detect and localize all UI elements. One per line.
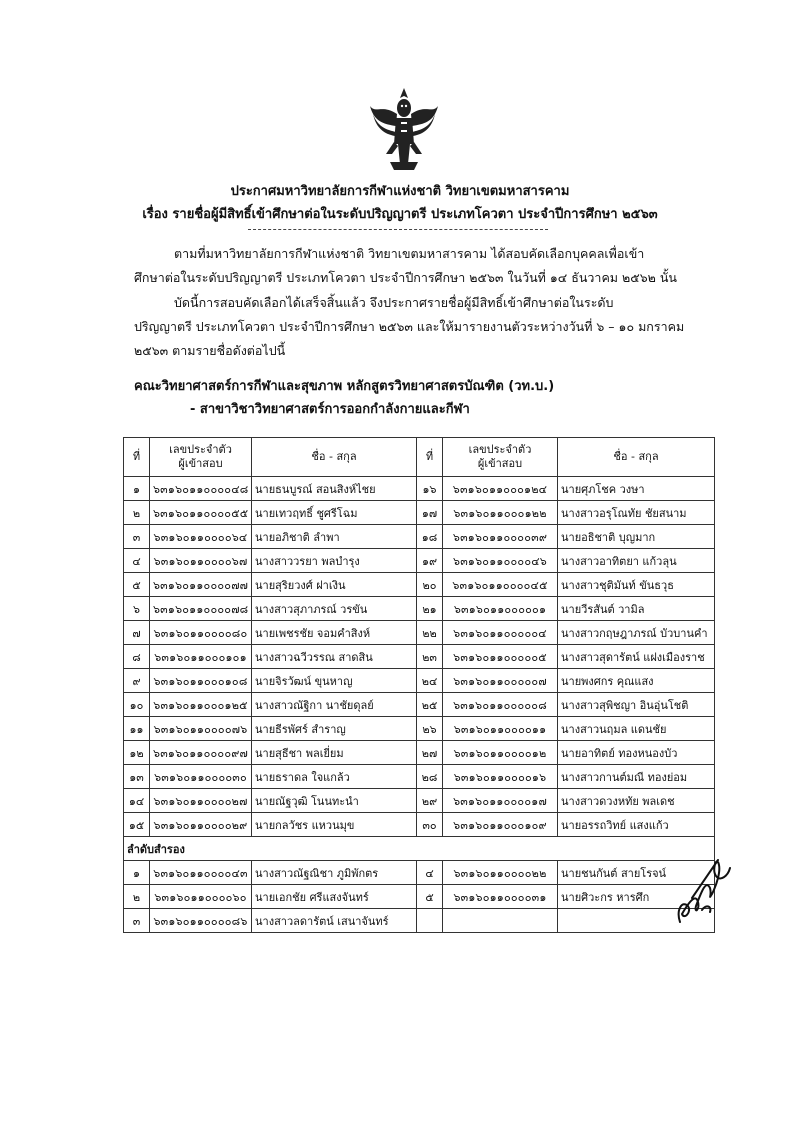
applicant-id: ๖๓๑๖๐๑๑๐๐๐๐๕๕ — [150, 501, 252, 525]
applicant-name: นางสาวกานต์มณี ทองย่อม — [558, 765, 715, 789]
paragraph-1-line-1: ตามที่มหาวิทยาลัยการกีฬาแห่งชาติ วิทยาเขตมหาสารคาม ได้สอบคัดเลือกบุคคลเพื่อเข้า — [174, 246, 645, 261]
applicant-id: ๖๓๑๖๐๑๑๐๐๐๑๐๘ — [150, 669, 252, 693]
applicant-id: ๖๓๑๖๐๑๑๐๐๐๐๖๔ — [150, 525, 252, 549]
table-row — [124, 597, 715, 621]
applicant-id: ๖๓๑๖๐๑๑๐๐๐๐๙๗ — [150, 741, 252, 765]
applicant-id: ๖๓๑๖๐๑๑๐๐๐๐๓๙ — [443, 525, 558, 549]
row-number: ๒๙ — [417, 789, 443, 813]
row-number: ๑๗ — [417, 501, 443, 525]
applicant-id: ๖๓๑๖๐๑๑๐๐๐๐๔๖ — [443, 549, 558, 573]
row-number: ๕ — [124, 573, 150, 597]
row-number: ๑๙ — [417, 549, 443, 573]
reserve-label: ลำดับสำรอง — [124, 837, 252, 861]
announcement-subject: เรื่อง รายชื่อผู้มีสิทธิ์เข้าศึกษาต่อในระดับปริญญาตรี ประเภทโควตา ประจำปีการศึกษา ๒๕๖๓ — [142, 207, 658, 222]
row-number: ๒ — [124, 885, 150, 909]
row-number: ๒ — [124, 501, 150, 525]
applicant-name: นายธีรพัศร์ สำราญ — [252, 717, 417, 741]
table-row — [124, 813, 715, 837]
paragraph-1-line-2: ศึกษาต่อในระดับปริญญาตรี ประเภทโควตา ประจำปีการศึกษา ๒๕๖๓ ในวันที่ ๑๔ ธันวาคม ๒๕๖๒ นั้น — [134, 270, 677, 285]
table-row — [124, 861, 715, 885]
paragraph-2-line-2: ปริญญาตรี ประเภทโควตา ประจำปีการศึกษา ๒๕๖๓ และให้มารายงานตัวระหว่างวันที่ ๖ – ๑๐ มกราคม — [134, 319, 685, 334]
paragraph-2-line-3: ๒๕๖๓ ตามรายชื่อดังต่อไปนี้ — [134, 343, 286, 358]
row-number: ๑ — [124, 477, 150, 501]
applicant-name: นายจิรวัฒน์ ขุนหาญ — [252, 669, 417, 693]
applicant-name: นางสาวลดารัตน์ เสนาจันทร์ — [252, 909, 417, 933]
applicant-name: นายอาทิตย์ ทองหนองบัว — [558, 741, 715, 765]
applicant-name: นางสาวนฤมล แดนชัย — [558, 717, 715, 741]
applicant-id: ๖๓๑๖๐๑๑๐๐๐๐๑๒ — [443, 741, 558, 765]
applicant-name: นางสาวฉวีวรรณ สาดสิน — [252, 645, 417, 669]
row-number: ๖ — [124, 597, 150, 621]
applicant-id: ๖๓๑๖๐๑๑๐๐๐๐๘๐ — [150, 621, 252, 645]
applicant-id: ๖๓๑๖๐๑๑๐๐๐๐๘๖ — [150, 909, 252, 933]
applicant-name: นายชนกันต์ สายโรจน์ — [558, 861, 715, 885]
row-number: ๓ — [124, 525, 150, 549]
applicant-name: นางสาวชุติมันท์ ขันธวุธ — [558, 573, 715, 597]
applicant-id: ๖๓๑๖๐๑๑๐๐๐๐๗๘ — [150, 597, 252, 621]
col-no-2: ที่ — [417, 438, 443, 477]
applicant-id — [443, 909, 558, 933]
table-row — [124, 789, 715, 813]
row-number: ๑๔ — [124, 789, 150, 813]
major-heading: - สาขาวิชาวิทยาศาสตร์การออกกำลังกายและกีฬา — [190, 402, 470, 417]
applicant-name: นางสาวอรุโณทัย ชัยสนาม — [558, 501, 715, 525]
row-number: ๒๓ — [417, 645, 443, 669]
table-row — [124, 909, 715, 933]
applicant-name: นางสาวอาทิตยา แก้วลุน — [558, 549, 715, 573]
row-number: ๓ — [124, 909, 150, 933]
col-id-2 — [443, 438, 558, 477]
row-number: ๘ — [124, 645, 150, 669]
row-number: ๒๔ — [417, 669, 443, 693]
reserve-blank — [252, 837, 715, 861]
applicant-id: ๖๓๑๖๐๑๑๐๐๐๐๐๑ — [443, 597, 558, 621]
applicant-id: ๖๓๑๖๐๑๑๐๐๐๑๒๔ — [443, 477, 558, 501]
row-number: ๑ — [124, 861, 150, 885]
row-number: ๒๒ — [417, 621, 443, 645]
applicant-id: ๖๓๑๖๐๑๑๐๐๐๑๐๙ — [443, 813, 558, 837]
row-number: ๑๒ — [124, 741, 150, 765]
table-row — [124, 501, 715, 525]
row-number: ๑๐ — [124, 693, 150, 717]
applicant-id: ๖๓๑๖๐๑๑๐๐๐๐๓๐ — [150, 765, 252, 789]
applicant-id: ๖๓๑๖๐๑๑๐๐๐๐๑๗ — [443, 789, 558, 813]
applicant-id: ๖๓๑๖๐๑๑๐๐๐๐๔๓ — [150, 861, 252, 885]
table-row — [124, 621, 715, 645]
row-number: ๑๕ — [124, 813, 150, 837]
announcement-title: ประกาศมหาวิทยาลัยการกีฬาแห่งชาติ วิทยาเขตมหาสารคาม — [230, 184, 570, 199]
applicant-id: ๖๓๑๖๐๑๑๐๐๐๐๖๗ — [150, 549, 252, 573]
table-row — [124, 549, 715, 573]
table-row — [124, 741, 715, 765]
garuda-emblem — [368, 84, 440, 174]
applicant-id: ๖๓๑๖๐๑๑๐๐๐๐๑๑ — [443, 717, 558, 741]
applicant-id: ๖๓๑๖๐๑๑๐๐๐๐๐๕ — [443, 645, 558, 669]
row-number: ๙ — [124, 669, 150, 693]
table-row — [124, 645, 715, 669]
table-row — [124, 525, 715, 549]
applicant-name: นางสาวสุภาภรณ์ วรขัน — [252, 597, 417, 621]
table-header-row — [124, 438, 715, 477]
applicant-name: นายอธิชาติ บุญมาก — [558, 525, 715, 549]
row-number: ๑๘ — [417, 525, 443, 549]
applicant-id: ๖๓๑๖๐๑๑๐๐๐๑๒๒ — [443, 501, 558, 525]
row-number: ๑๓ — [124, 765, 150, 789]
applicant-name: นางสาววรยา พลบำรุง — [252, 549, 417, 573]
table-row — [124, 765, 715, 789]
applicant-name: นายธราดล ใจแกล้ว — [252, 765, 417, 789]
row-number: ๒๐ — [417, 573, 443, 597]
reserve-section-row — [124, 837, 715, 861]
row-number: ๒๑ — [417, 597, 443, 621]
row-number: ๒๗ — [417, 741, 443, 765]
applicant-id: ๖๓๑๖๐๑๑๐๐๐๐๓๑ — [443, 885, 558, 909]
col-id — [150, 438, 252, 477]
applicant-id: ๖๓๑๖๐๑๑๐๐๐๐๒๙ — [150, 813, 252, 837]
applicant-name: นางสาวณัฐณิชา ภูมิพักตร — [252, 861, 417, 885]
admission-table — [123, 437, 715, 933]
applicant-id: ๖๓๑๖๐๑๑๐๐๐๐๔๘ — [150, 477, 252, 501]
row-number: ๓๐ — [417, 813, 443, 837]
applicant-id: ๖๓๑๖๐๑๑๐๐๐๐๑๖ — [443, 765, 558, 789]
applicant-name: นางสาวณัฐิกา นาชัยดุลย์ — [252, 693, 417, 717]
applicant-name: นางสาวกฤษฎาภรณ์ บัวบานคำ — [558, 621, 715, 645]
row-number: ๒๕ — [417, 693, 443, 717]
row-number: ๔ — [417, 861, 443, 885]
col-no: ที่ — [124, 438, 150, 477]
applicant-name: นายสุริยวงศ์ ฝาเงิน — [252, 573, 417, 597]
applicant-name: นายวีรสันต์ วามิล — [558, 597, 715, 621]
row-number: ๗ — [124, 621, 150, 645]
applicant-name: นายพงศกร คุณแสง — [558, 669, 715, 693]
table-row — [124, 669, 715, 693]
applicant-name: นายศุภโชค วงษา — [558, 477, 715, 501]
faculty-heading: คณะวิทยาศาสตร์การกีฬาและสุขภาพ หลักสูตรวิทยาศาสตรบัณฑิต (วท.บ.) — [134, 379, 555, 394]
table-row — [124, 477, 715, 501]
applicant-name: นายเพชรชัย จอมคำสิงห์ — [252, 621, 417, 645]
applicant-id: ๖๓๑๖๐๑๑๐๐๐๑๒๕ — [150, 693, 252, 717]
applicant-name: นางสาวสุพิชญา อินอุ่นโชติ — [558, 693, 715, 717]
table-row — [124, 573, 715, 597]
row-number — [417, 909, 443, 933]
table-row — [124, 693, 715, 717]
applicant-id: ๖๓๑๖๐๑๑๐๐๐๐๗๖ — [150, 717, 252, 741]
row-number: ๑๑ — [124, 717, 150, 741]
col-id-line2: ผู้เข้าสอบ — [178, 457, 223, 470]
applicant-name: นายกลวัชร แหวนมุข — [252, 813, 417, 837]
applicant-name: นายอรรถวิทย์ แสงแก้ว — [558, 813, 715, 837]
row-number: ๒๘ — [417, 765, 443, 789]
col-id-2-line1: เลขประจำตัว — [468, 443, 532, 456]
signature — [672, 840, 742, 930]
divider — [248, 229, 548, 230]
applicant-name: นายเทวฤทธิ์ ชูศรีโฉม — [252, 501, 417, 525]
row-number: ๔ — [124, 549, 150, 573]
row-number: ๕ — [417, 885, 443, 909]
table-row — [124, 885, 715, 909]
applicant-id: ๖๓๑๖๐๑๑๐๐๐๐๐๗ — [443, 669, 558, 693]
row-number: ๑๖ — [417, 477, 443, 501]
col-name: ชื่อ - สกุล — [252, 438, 417, 477]
paragraph-2-line-1: บัดนี้การสอบคัดเลือกได้เสร็จสิ้นแล้ว จึงประกาศรายชื่อผู้มีสิทธิ์เข้าศึกษาต่อในระดับ — [174, 295, 614, 310]
col-id-line1: เลขประจำตัว — [169, 443, 232, 456]
applicant-id: ๖๓๑๖๐๑๑๐๐๐๐๗๗ — [150, 573, 252, 597]
table-row — [124, 717, 715, 741]
applicant-name: นางสาวดวงหทัย พลเดช — [558, 789, 715, 813]
applicant-name: นายอภิชาติ ลำพา — [252, 525, 417, 549]
applicant-name: นายเอกชัย ศรีแสงจันทร์ — [252, 885, 417, 909]
applicant-id: ๖๓๑๖๐๑๑๐๐๐๑๐๑ — [150, 645, 252, 669]
applicant-name: นายสุธีชา พลเยี่ยม — [252, 741, 417, 765]
applicant-name: นายณัฐวุฒิ โนนทะนำ — [252, 789, 417, 813]
applicant-id: ๖๓๑๖๐๑๑๐๐๐๐๒๗ — [150, 789, 252, 813]
applicant-id: ๖๓๑๖๐๑๑๐๐๐๐๖๐ — [150, 885, 252, 909]
applicant-name: นายธนบูรณ์ สอนสิงห์ไชย — [252, 477, 417, 501]
col-id-2-line2: ผู้เข้าสอบ — [477, 457, 523, 470]
applicant-name: นางสาวสุดารัตน์ แฝงเมืองราช — [558, 645, 715, 669]
applicant-name: นายศิวะกร หารศึก — [558, 885, 715, 909]
col-name-2: ชื่อ - สกุล — [558, 438, 715, 477]
applicant-id: ๖๓๑๖๐๑๑๐๐๐๐๐๔ — [443, 621, 558, 645]
applicant-id: ๖๓๑๖๐๑๑๐๐๐๐๔๕ — [443, 573, 558, 597]
row-number: ๒๖ — [417, 717, 443, 741]
table-body — [124, 477, 715, 933]
applicant-id: ๖๓๑๖๐๑๑๐๐๐๐๒๒ — [443, 861, 558, 885]
applicant-id: ๖๓๑๖๐๑๑๐๐๐๐๐๘ — [443, 693, 558, 717]
